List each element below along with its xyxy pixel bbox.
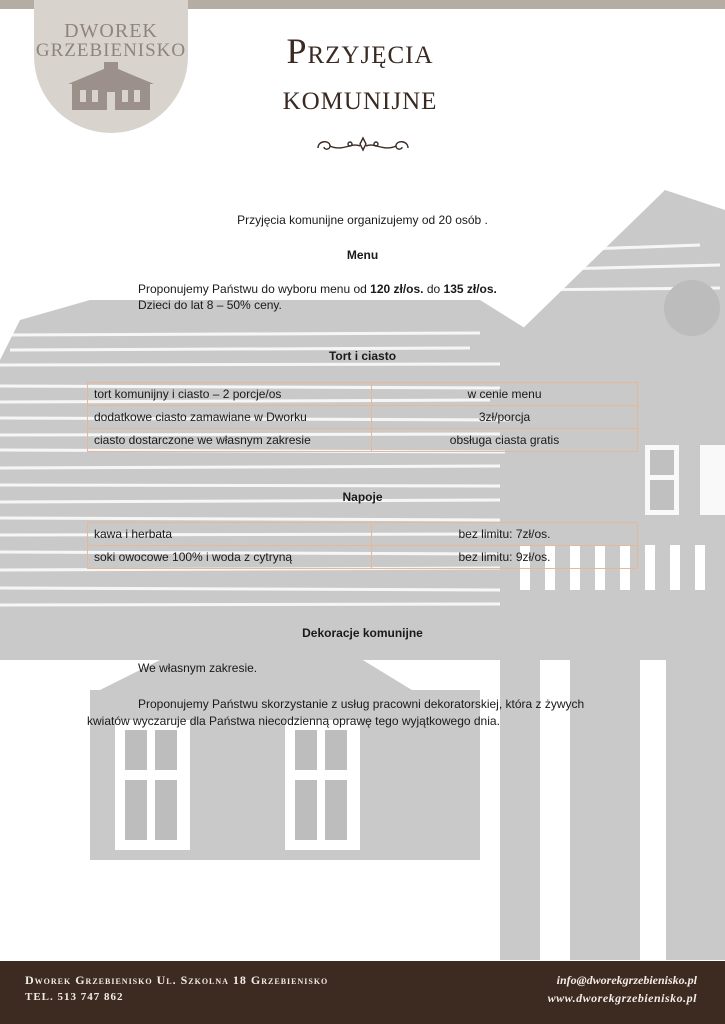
title-line-1: Przyjęcia — [286, 31, 434, 71]
menu-heading: Menu — [346, 248, 379, 262]
table-cell: bez limitu: 9zł/os. — [372, 546, 638, 569]
page-title — [230, 28, 490, 120]
cake-heading: Tort i ciasto — [328, 349, 397, 363]
menu-offer — [138, 282, 497, 296]
table-cell: w cenie menu — [372, 383, 638, 406]
title-line-2: komunijne — [282, 77, 438, 117]
cake-table — [87, 382, 638, 452]
decor-heading: Dekoracje komunijne — [302, 626, 423, 640]
table-cell: ciasto dostarczone we własnym zakresie — [88, 429, 372, 452]
table-cell: tort komunijny i ciasto – 2 porcje/os — [88, 383, 372, 406]
table-cell: soki owocowe 100% i woda z cytryną — [88, 546, 372, 569]
table-cell: bez limitu: 7zł/os. — [372, 523, 638, 546]
menu-price-from: 120 zł/os. — [370, 282, 424, 296]
table-row — [88, 383, 638, 406]
menu-price-to: 135 zł/os. — [443, 282, 497, 296]
table-row — [88, 523, 638, 546]
footer-email-link[interactable]: info@dworekgrzebienisko.pl — [556, 973, 697, 987]
table-cell: obsługa ciasta gratis — [372, 429, 638, 452]
table-row — [88, 546, 638, 569]
menu-offer-mid: do — [423, 282, 444, 296]
table-row — [88, 429, 638, 452]
decor-paragraph-line-2: kwiatów wyczaruje dla Państwa niecodzienną oprawę tego wyjątkowego dnia. — [87, 714, 500, 728]
logo-line-1: DWOREK — [64, 20, 158, 42]
intro-text: Przyjęcia komunijne organizujemy od 20 osób . — [237, 213, 488, 227]
footer-phone: TEL. 513 747 862 — [25, 991, 124, 1003]
table-row — [88, 406, 638, 429]
decor-own-text: We własnym zakresie. — [138, 661, 258, 675]
menu-offer-prefix: Proponujemy Państwu do wyboru menu od — [138, 282, 371, 296]
table-cell: dodatkowe ciasto zamawiane w Dworku — [88, 406, 372, 429]
table-cell: kawa i herbata — [88, 523, 372, 546]
ornament-flourish-icon — [314, 132, 412, 160]
footer-website-link[interactable]: www.dworekgrzebienisko.pl — [547, 991, 697, 1005]
logo — [34, 0, 188, 134]
decor-paragraph-line-1: Proponujemy Państwu skorzystanie z usług pracowni dekoratorskiej, która z żywych — [138, 697, 585, 711]
menu-children-discount: Dzieci do lat 8 – 50% ceny. — [138, 298, 282, 312]
drinks-table — [87, 522, 638, 569]
footer-address: Dworek Grzebienisko Ul. Szkolna 18 Grzebienisko — [25, 973, 329, 987]
drinks-heading: Napoje — [342, 490, 383, 504]
footer — [0, 961, 725, 1024]
table-cell: 3zł/porcja — [372, 406, 638, 429]
logo-line-2: GRZEBIENISKO — [35, 40, 187, 61]
